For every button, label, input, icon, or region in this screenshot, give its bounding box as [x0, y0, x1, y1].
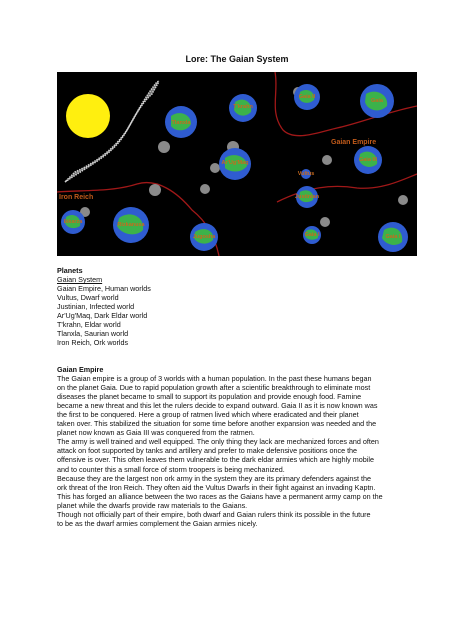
planet-label: Gaia III	[358, 157, 378, 163]
paragraph-line: offensive is over. This often leaves them vulnerable to the dark eldar armies which are highly mobile	[57, 455, 374, 465]
planet-list-item: Iron Reich, Ork worlds	[57, 338, 129, 348]
paragraph-line: Though not officially part of their empire, both dwarf and Gaian rulers think its possible in the future	[57, 509, 371, 519]
gaian-empire-heading: Gaian Empire	[57, 365, 104, 374]
planet-label: T'krahn	[233, 104, 253, 110]
paragraph-line: to be as the dwarf armies complement the Gaian armies nicely.	[57, 518, 258, 528]
paragraph-line: became a new threat and this let the rulers decide to expand outward. Gaia II as it is now known was	[57, 401, 378, 411]
paragraph-line: and to counter this a small force of storm troopers is being mechanized.	[57, 464, 285, 474]
paragraph-line: The army is well trained and well equipped. The only thing they lack are mechanized forces and often	[57, 437, 379, 447]
planet-label: Tlanxla	[171, 120, 191, 126]
planet-label: Ikkarza	[63, 219, 83, 225]
planet-list-item: Tlanxla, Saurian world	[57, 329, 129, 339]
paragraph-line: the first to be conquered. Here a group of ratmen lived which where eradicated and their planet	[57, 410, 359, 420]
paragraph-line: planet while the dwarfs provide raw materials to the Gaians.	[57, 500, 248, 510]
planet-list-item: Vultus, Dwarf world	[57, 293, 119, 303]
system-map-drawing	[57, 72, 417, 256]
planet-label: Justinian	[294, 194, 320, 200]
paragraph-line: planet now known as Gaia III was conquered from the ratmen.	[57, 428, 255, 438]
paragraph-line: Because they are the largest non ork army in the system they are its primary defenders against the	[57, 473, 372, 483]
document-title: Lore: The Gaian System	[185, 54, 289, 64]
region-label-gaian-empire: Gaian Empire	[331, 139, 377, 146]
paragraph-line: ork threat of the Iron Reich. They often aid the Vultus Dwarfs in their fight against an invading Kaptn.	[57, 482, 376, 492]
planet-label: Vultus	[297, 171, 315, 177]
planets-heading: Planets	[57, 266, 83, 275]
planet-list-item: T'krahn, Eldar world	[57, 320, 121, 330]
planet-list-item: Justinian, Infected world	[57, 302, 135, 312]
planet-label: Rizkanusa	[117, 222, 145, 228]
paragraph-line: The Gaian empire is a group of 3 worlds with a human population. In the past these humans began	[57, 374, 372, 384]
planet-label: Gaia I	[304, 232, 320, 238]
paragraph-line: diseases the planet became to small to support its population and provide enough food. Famine	[57, 392, 362, 402]
planet-list-item: Gaian Empire, Human worlds	[57, 284, 151, 294]
planets-section	[57, 266, 427, 347]
system-map	[57, 72, 417, 256]
planet-list-item: Ar'Ug'Maq, Dark Eldar world	[57, 311, 148, 321]
planet-label: Gaia I	[385, 234, 401, 240]
gaian-empire-section	[57, 365, 427, 528]
paragraph-line: attack on foot supported by tanks and artillery and prefer to make defensive positions once the	[57, 446, 358, 456]
paragraph-line: taken over. This stabilized the situation for some time before another expansion was needed and the	[57, 419, 377, 429]
planet-label: Gaia	[371, 98, 383, 104]
paragraph-line: on the planet Gaia. Due to rapid population growth after a scientific breakthrough to eliminate most	[57, 383, 371, 393]
region-label-iron-reich: Iron Reich	[59, 194, 94, 201]
sun-icon	[66, 94, 110, 138]
planets-subheading: Gaian System	[57, 275, 103, 285]
paragraph-line: This has forged an alliance between the two races as the Gaians have a permanent army camp on the	[57, 491, 383, 501]
planet-label: Ar'Ug'Maq	[221, 160, 249, 166]
planet-label: Gaia II	[298, 94, 316, 100]
planet-label: Jugosha	[192, 234, 216, 240]
